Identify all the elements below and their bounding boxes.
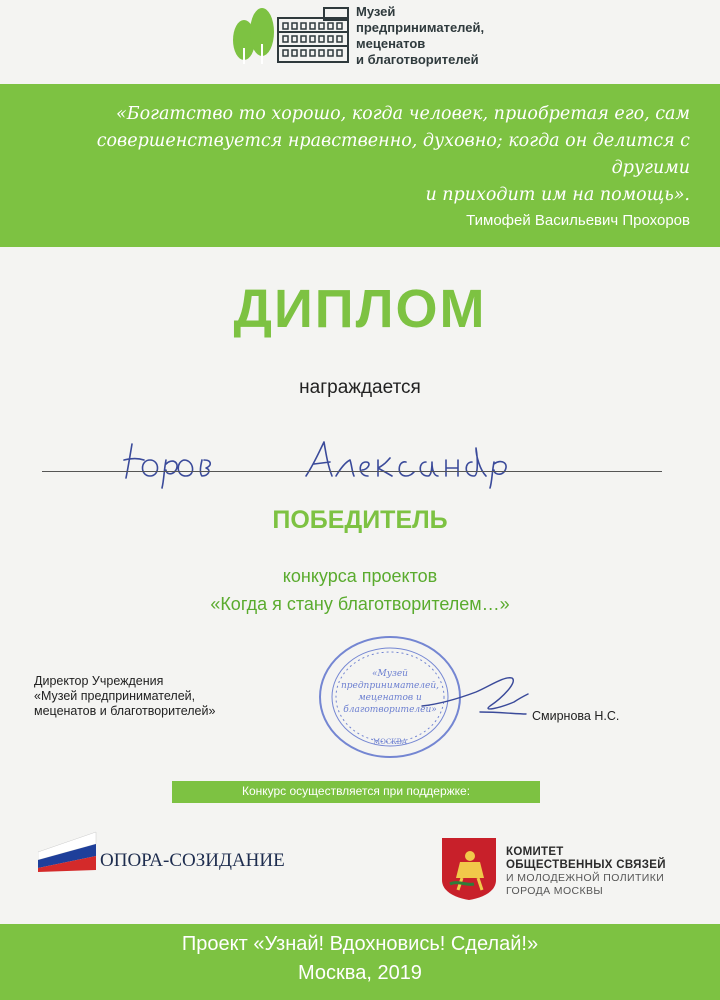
logo-line: меценатов	[356, 36, 426, 51]
stamp-line: МОСКВА	[372, 738, 408, 746]
stamp-line: благотворителей»	[343, 705, 437, 715]
city-year: Москва, 2019	[298, 962, 422, 984]
support-caption: Конкурс осуществляется при поддержке:	[241, 784, 471, 798]
quote-author: Тимофей Васильевич Прохоров	[466, 212, 690, 229]
stamp-line: «Музей	[372, 669, 408, 679]
building-icon	[278, 8, 348, 62]
quote-line: и приходит им на помощь».	[425, 185, 690, 205]
moscow-coat-of-arms-icon	[440, 836, 498, 902]
director-line: Директор Учреждения	[34, 674, 164, 688]
committee-line: И МОЛОДЕЖНОЙ ПОЛИТИКИ	[506, 872, 665, 884]
opora-logo-icon	[38, 830, 98, 872]
committee-line: ГОРОДА МОСКВЫ	[506, 885, 604, 897]
quote-line: «Богатство то хорошо, когда человек, приобретая его, сам	[116, 104, 690, 124]
logo-wordmark	[356, 4, 484, 68]
director-title	[34, 674, 215, 719]
director-line: меценатов и благотворителей»	[34, 704, 216, 718]
logo-line: и благотворителей	[356, 52, 479, 67]
committee-line: ОБЩЕСТВЕННЫХ СВЯЗЕЙ	[506, 859, 666, 871]
recipient-name-line	[42, 471, 662, 472]
handwritten-recipient-name	[110, 430, 530, 490]
diploma-title: ДИПЛОМ	[233, 279, 487, 339]
logo-line: предпринимателей,	[356, 20, 485, 35]
stamp-line: меценатов и	[358, 693, 422, 703]
stamp-line: предпринимателей,	[340, 681, 440, 691]
award-rank: ПОБЕДИТЕЛЬ	[272, 506, 448, 534]
committee-line: КОМИТЕТ	[506, 846, 564, 858]
tree-icon	[233, 8, 274, 64]
logo-line: Музей	[356, 4, 396, 19]
signer-name: Смирнова Н.С.	[532, 709, 620, 723]
opora-wordmark: ОПОРА-СОЗИДАНИЕ	[100, 850, 285, 871]
project-name: Проект «Узнай! Вдохновись! Сделай!»	[181, 933, 539, 955]
director-line: «Музей предпринимателей,	[34, 689, 196, 703]
contest-line: конкурса проектов	[282, 566, 438, 586]
epigraph-quote	[40, 101, 690, 209]
committee-wordmark	[506, 846, 666, 898]
contest-name: «Когда я стану благотворителем…»	[210, 594, 510, 614]
awarded-label: награждается	[299, 377, 421, 398]
quote-line: совершенствуется нравственно, духовно; когда он делится с другими	[96, 131, 690, 178]
